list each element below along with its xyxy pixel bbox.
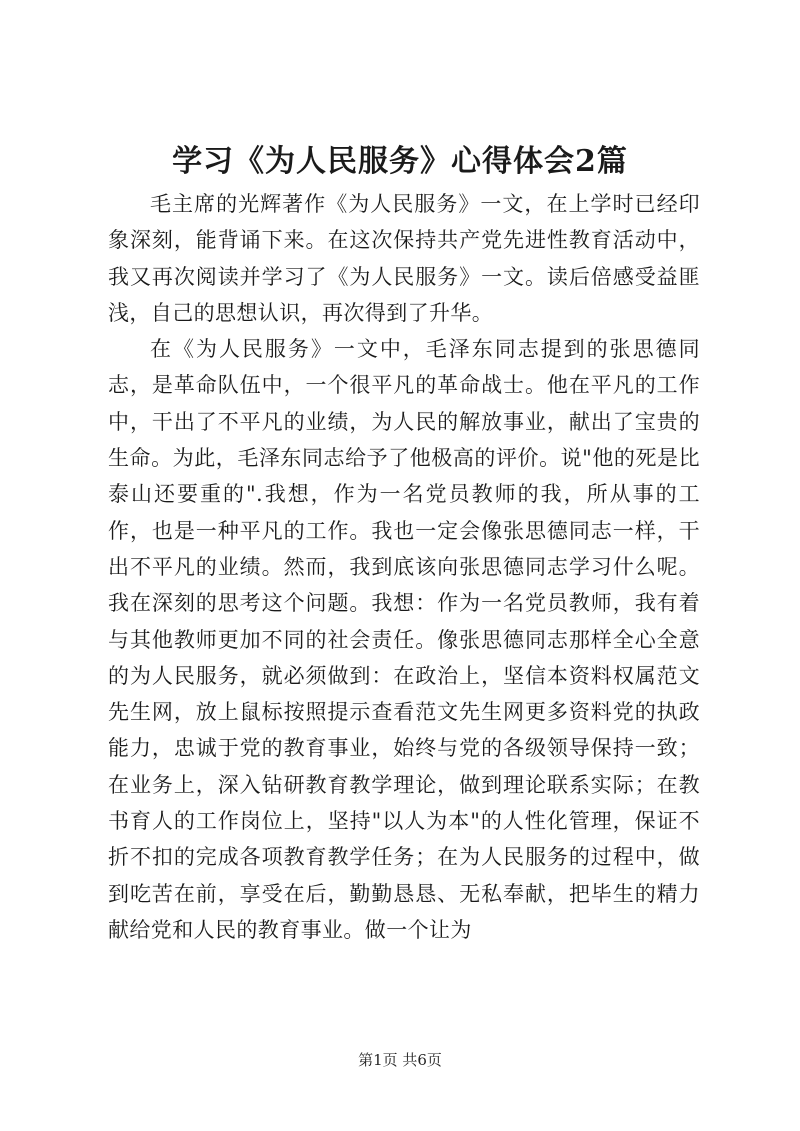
document-body xyxy=(108,186,700,948)
paragraph-1: 毛主席的光辉著作《为人民服务》一文，在上学时已经印象深刻，能背诵下来。在这次保持共产党先进性教育活动中，我又再次阅读并学习了《为人民服务》一文。读后倍感受益匪浅，自己的思想认识，再次得到了升华。 xyxy=(108,192,700,325)
document-title: 学习《为人民服务》心得体会2篇 xyxy=(172,144,628,179)
page-footer: 第1页 共6页 xyxy=(358,1051,442,1069)
paragraph-2: 在《为人民服务》一文中，毛泽东同志提到的张思德同志，是革命队伍中，一个很平凡的革命战士。他在平凡的工作中，干出了不平凡的业绩，为人民的解放事业，献出了宝贵的生命。为此，毛泽东同志给予了他极高的评价。说"他的死是比泰山还要重的".我想，作为一名党员教师的我，所从事的工作，也是一种平凡的工作。我也一定会像张思德同志一样，干出不平凡的业绩。然而，我到底该向张思德同志学习什么呢。我在深刻的思考这个问题。我想：作为一名党员教师，我有着与其他教师更加不同的社会责任。像张思德同志那样全心全意的为人民服务，就必须做到：在政治上，坚信本资料权属范文先生网，放上鼠标按照提示查看范文先生网更多资料党的执政能力，忠诚于党的教育事业，始终与党的各级领导保持一致；在业务上，深入钻研教育教学理论，做到理论联系实际；在教书育人的工作岗位上，坚持"以人为本"的人性化管理，保证不折不扣的完成各项教育教学任务；在为人民服务的过程中，做到吃苦在前，享受在后，勤勤恳恳、无私奉献，把毕生的精力献给党和人民的教育事业。做一个让为 xyxy=(108,337,700,942)
